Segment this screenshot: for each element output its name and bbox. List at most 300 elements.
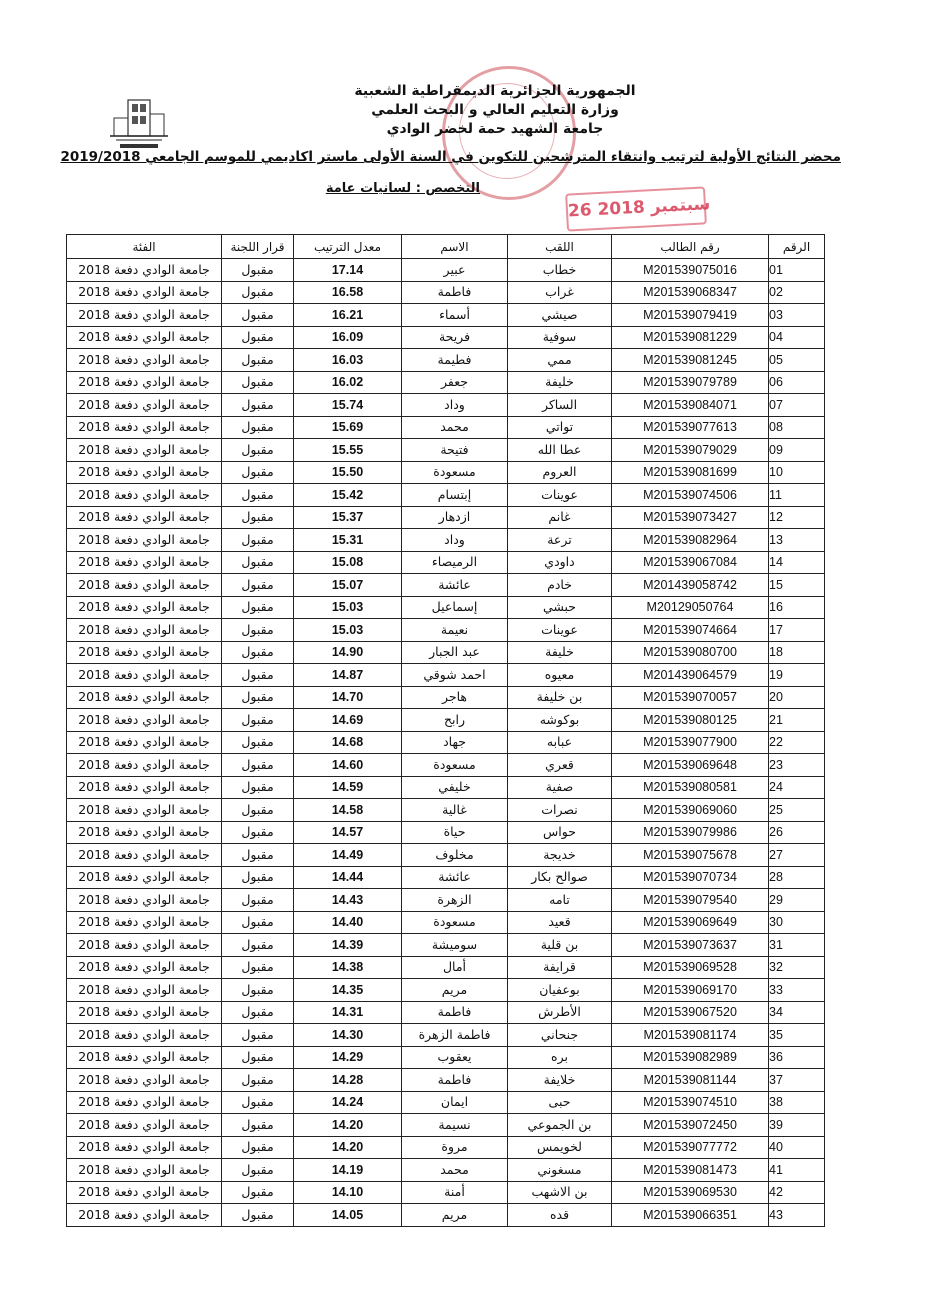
cell-average: 16.09 <box>294 326 402 349</box>
table-row <box>67 799 825 822</box>
cell-category: جامعة الوادي دفعة 2018 <box>67 596 222 619</box>
table-row <box>67 934 825 957</box>
cell-average: 16.21 <box>294 304 402 327</box>
table-row <box>67 416 825 439</box>
cell-surname: خادم <box>508 574 612 597</box>
cell-matricule: M201539070057 <box>612 686 769 709</box>
cell-category: جامعة الوادي دفعة 2018 <box>67 461 222 484</box>
cell-decision: مقبول <box>222 619 294 642</box>
cell-average: 14.68 <box>294 731 402 754</box>
cell-num: 36 <box>769 1046 825 1069</box>
cell-name: الزهرة <box>402 889 508 912</box>
cell-average: 15.03 <box>294 596 402 619</box>
cell-average: 14.24 <box>294 1091 402 1114</box>
cell-surname: سوفية <box>508 326 612 349</box>
cell-surname: حواس <box>508 821 612 844</box>
cell-average: 14.70 <box>294 686 402 709</box>
table-row <box>67 686 825 709</box>
cell-num: 03 <box>769 304 825 327</box>
cell-matricule: M201539079029 <box>612 439 769 462</box>
cell-name: إسماعيل <box>402 596 508 619</box>
cell-num: 05 <box>769 349 825 372</box>
cell-category: جامعة الوادي دفعة 2018 <box>67 529 222 552</box>
cell-category: جامعة الوادي دفعة 2018 <box>67 844 222 867</box>
header-name: الاسم <box>402 235 508 259</box>
cell-matricule: M201539075678 <box>612 844 769 867</box>
cell-num: 01 <box>769 259 825 282</box>
cell-decision: مقبول <box>222 1091 294 1114</box>
cell-matricule: M201539081245 <box>612 349 769 372</box>
cell-matricule: M201539080125 <box>612 709 769 732</box>
cell-average: 14.40 <box>294 911 402 934</box>
cell-decision: مقبول <box>222 551 294 574</box>
cell-category: جامعة الوادي دفعة 2018 <box>67 1204 222 1227</box>
cell-decision: مقبول <box>222 1136 294 1159</box>
cell-average: 16.03 <box>294 349 402 372</box>
cell-surname: عطا الله <box>508 439 612 462</box>
cell-average: 15.08 <box>294 551 402 574</box>
cell-surname: بوعفيان <box>508 979 612 1002</box>
cell-category: جامعة الوادي دفعة 2018 <box>67 1159 222 1182</box>
cell-num: 21 <box>769 709 825 732</box>
cell-average: 15.42 <box>294 484 402 507</box>
cell-matricule: M201539077900 <box>612 731 769 754</box>
cell-average: 14.30 <box>294 1024 402 1047</box>
cell-name: فطيمة <box>402 349 508 372</box>
cell-surname: عوينات <box>508 484 612 507</box>
cell-category: جامعة الوادي دفعة 2018 <box>67 979 222 1002</box>
cell-num: 15 <box>769 574 825 597</box>
cell-surname: خليفة <box>508 641 612 664</box>
header-republic: الجمهورية الجزائرية الديمقراطية الشعبية <box>354 83 636 99</box>
cell-average: 14.60 <box>294 754 402 777</box>
cell-surname: بوكوشه <box>508 709 612 732</box>
cell-matricule: M201539073637 <box>612 934 769 957</box>
cell-surname: قعري <box>508 754 612 777</box>
cell-num: 29 <box>769 889 825 912</box>
cell-surname: بن الجموعي <box>508 1114 612 1137</box>
cell-matricule: M201539081699 <box>612 461 769 484</box>
cell-surname: ممي <box>508 349 612 372</box>
cell-decision: مقبول <box>222 281 294 304</box>
cell-decision: مقبول <box>222 349 294 372</box>
header-num: الرقم <box>769 235 825 259</box>
cell-category: جامعة الوادي دفعة 2018 <box>67 1136 222 1159</box>
cell-num: 26 <box>769 821 825 844</box>
cell-average: 15.74 <box>294 394 402 417</box>
cell-decision: مقبول <box>222 484 294 507</box>
cell-name: عبير <box>402 259 508 282</box>
cell-decision: مقبول <box>222 1204 294 1227</box>
cell-name: إبتسام <box>402 484 508 507</box>
cell-name: عائشة <box>402 866 508 889</box>
cell-category: جامعة الوادي دفعة 2018 <box>67 1046 222 1069</box>
table-row <box>67 304 825 327</box>
table-row <box>67 394 825 417</box>
cell-surname: تواتي <box>508 416 612 439</box>
document-title: محضر النتائج الأولية لترتيب وانتقاء المترشحين للتكوين في السنة الأولى ماستر اكاديمي للموسم الجامعي 2019/2018 <box>60 149 841 165</box>
table-row <box>67 889 825 912</box>
cell-surname: خديجة <box>508 844 612 867</box>
cell-decision: مقبول <box>222 641 294 664</box>
cell-num: 38 <box>769 1091 825 1114</box>
cell-surname: غانم <box>508 506 612 529</box>
cell-average: 14.90 <box>294 641 402 664</box>
cell-decision: مقبول <box>222 1069 294 1092</box>
cell-surname: بن خليفة <box>508 686 612 709</box>
cell-num: 18 <box>769 641 825 664</box>
table-row <box>67 326 825 349</box>
cell-matricule: M201539070734 <box>612 866 769 889</box>
cell-category: جامعة الوادي دفعة 2018 <box>67 1114 222 1137</box>
cell-matricule: M20129050764 <box>612 596 769 619</box>
cell-name: رابح <box>402 709 508 732</box>
cell-average: 15.07 <box>294 574 402 597</box>
cell-name: جعفر <box>402 371 508 394</box>
cell-category: جامعة الوادي دفعة 2018 <box>67 1069 222 1092</box>
cell-num: 09 <box>769 439 825 462</box>
cell-surname: قعيد <box>508 911 612 934</box>
cell-surname: بن الاشهب <box>508 1181 612 1204</box>
cell-num: 14 <box>769 551 825 574</box>
cell-name: مريم <box>402 1204 508 1227</box>
cell-decision: مقبول <box>222 979 294 1002</box>
cell-decision: مقبول <box>222 754 294 777</box>
cell-name: محمد <box>402 1159 508 1182</box>
header-surname: اللقب <box>508 235 612 259</box>
cell-category: جامعة الوادي دفعة 2018 <box>67 574 222 597</box>
cell-name: أمنة <box>402 1181 508 1204</box>
table-row <box>67 574 825 597</box>
cell-matricule: M201539079986 <box>612 821 769 844</box>
cell-category: جامعة الوادي دفعة 2018 <box>67 686 222 709</box>
cell-name: مخلوف <box>402 844 508 867</box>
cell-num: 11 <box>769 484 825 507</box>
table-row <box>67 641 825 664</box>
cell-category: جامعة الوادي دفعة 2018 <box>67 416 222 439</box>
cell-name: وداد <box>402 529 508 552</box>
cell-num: 07 <box>769 394 825 417</box>
cell-average: 14.19 <box>294 1159 402 1182</box>
cell-surname: قده <box>508 1204 612 1227</box>
table-row <box>67 1204 825 1227</box>
table-row <box>67 979 825 1002</box>
table-row <box>67 844 825 867</box>
cell-num: 25 <box>769 799 825 822</box>
cell-category: جامعة الوادي دفعة 2018 <box>67 866 222 889</box>
cell-num: 17 <box>769 619 825 642</box>
cell-num: 16 <box>769 596 825 619</box>
cell-name: احمد شوقي <box>402 664 508 687</box>
header-average: معدل الترتيب <box>294 235 402 259</box>
cell-name: خليفي <box>402 776 508 799</box>
cell-num: 32 <box>769 956 825 979</box>
cell-name: ايمان <box>402 1091 508 1114</box>
cell-decision: مقبول <box>222 956 294 979</box>
cell-name: مسعودة <box>402 754 508 777</box>
cell-category: جامعة الوادي دفعة 2018 <box>67 911 222 934</box>
cell-decision: مقبول <box>222 934 294 957</box>
cell-average: 14.29 <box>294 1046 402 1069</box>
cell-category: جامعة الوادي دفعة 2018 <box>67 1001 222 1024</box>
cell-average: 14.59 <box>294 776 402 799</box>
cell-decision: مقبول <box>222 439 294 462</box>
header-matricule: رقم الطالب <box>612 235 769 259</box>
cell-matricule: M201539074510 <box>612 1091 769 1114</box>
cell-decision: مقبول <box>222 1024 294 1047</box>
table-body <box>67 259 825 1227</box>
table-row <box>67 596 825 619</box>
cell-matricule: M201439058742 <box>612 574 769 597</box>
header-decision: قرار اللجنة <box>222 235 294 259</box>
table-row <box>67 1181 825 1204</box>
cell-average: 16.58 <box>294 281 402 304</box>
cell-category: جامعة الوادي دفعة 2018 <box>67 371 222 394</box>
cell-matricule: M201539079419 <box>612 304 769 327</box>
cell-category: جامعة الوادي دفعة 2018 <box>67 304 222 327</box>
cell-num: 02 <box>769 281 825 304</box>
cell-decision: مقبول <box>222 506 294 529</box>
cell-category: جامعة الوادي دفعة 2018 <box>67 754 222 777</box>
results-table <box>66 234 825 1227</box>
table-row <box>67 776 825 799</box>
table-row <box>67 866 825 889</box>
cell-surname: عوينات <box>508 619 612 642</box>
cell-num: 13 <box>769 529 825 552</box>
cell-num: 40 <box>769 1136 825 1159</box>
cell-matricule: M201539080581 <box>612 776 769 799</box>
table-row <box>67 484 825 507</box>
table-row <box>67 1136 825 1159</box>
table-row <box>67 506 825 529</box>
cell-num: 43 <box>769 1204 825 1227</box>
cell-surname: خطاب <box>508 259 612 282</box>
cell-matricule: M201539069649 <box>612 911 769 934</box>
cell-surname: جنحاني <box>508 1024 612 1047</box>
cell-category: جامعة الوادي دفعة 2018 <box>67 889 222 912</box>
table-row <box>67 709 825 732</box>
cell-category: جامعة الوادي دفعة 2018 <box>67 619 222 642</box>
cell-surname: لخويمس <box>508 1136 612 1159</box>
cell-decision: مقبول <box>222 574 294 597</box>
cell-category: جامعة الوادي دفعة 2018 <box>67 1091 222 1114</box>
cell-name: نسيمة <box>402 1114 508 1137</box>
cell-decision: مقبول <box>222 1159 294 1182</box>
cell-category: جامعة الوادي دفعة 2018 <box>67 641 222 664</box>
cell-num: 41 <box>769 1159 825 1182</box>
cell-name: الرميصاء <box>402 551 508 574</box>
cell-matricule: M201539069528 <box>612 956 769 979</box>
cell-category: جامعة الوادي دفعة 2018 <box>67 731 222 754</box>
cell-name: يعقوب <box>402 1046 508 1069</box>
cell-decision: مقبول <box>222 1001 294 1024</box>
cell-name: عبد الجبار <box>402 641 508 664</box>
cell-average: 14.69 <box>294 709 402 732</box>
cell-decision: مقبول <box>222 799 294 822</box>
table-row <box>67 1069 825 1092</box>
cell-average: 14.05 <box>294 1204 402 1227</box>
table-row <box>67 619 825 642</box>
cell-category: جامعة الوادي دفعة 2018 <box>67 326 222 349</box>
cell-surname: الساكر <box>508 394 612 417</box>
cell-matricule: M201539077613 <box>612 416 769 439</box>
cell-num: 22 <box>769 731 825 754</box>
table-row <box>67 1114 825 1137</box>
cell-num: 04 <box>769 326 825 349</box>
cell-name: حياة <box>402 821 508 844</box>
cell-surname: حبشي <box>508 596 612 619</box>
cell-decision: مقبول <box>222 304 294 327</box>
cell-num: 12 <box>769 506 825 529</box>
cell-category: جامعة الوادي دفعة 2018 <box>67 1024 222 1047</box>
cell-category: جامعة الوادي دفعة 2018 <box>67 259 222 282</box>
cell-surname: صوالح بكار <box>508 866 612 889</box>
cell-num: 42 <box>769 1181 825 1204</box>
table-header-row <box>67 235 825 259</box>
cell-name: وداد <box>402 394 508 417</box>
table-row <box>67 956 825 979</box>
cell-decision: مقبول <box>222 259 294 282</box>
cell-decision: مقبول <box>222 461 294 484</box>
table-row <box>67 349 825 372</box>
header-university: جامعة الشهيد حمة لخضر الوادي <box>386 121 604 137</box>
cell-decision: مقبول <box>222 821 294 844</box>
cell-decision: مقبول <box>222 776 294 799</box>
cell-category: جامعة الوادي دفعة 2018 <box>67 349 222 372</box>
cell-num: 31 <box>769 934 825 957</box>
cell-num: 33 <box>769 979 825 1002</box>
cell-name: فتيحة <box>402 439 508 462</box>
cell-category: جامعة الوادي دفعة 2018 <box>67 709 222 732</box>
cell-surname: ترعة <box>508 529 612 552</box>
cell-average: 15.03 <box>294 619 402 642</box>
cell-surname: الأطرش <box>508 1001 612 1024</box>
cell-num: 23 <box>769 754 825 777</box>
cell-name: جهاد <box>402 731 508 754</box>
cell-decision: مقبول <box>222 394 294 417</box>
specialty-label: التخصص : لسانيات عامة <box>325 181 480 196</box>
cell-surname: بن قلية <box>508 934 612 957</box>
cell-category: جامعة الوادي دفعة 2018 <box>67 1181 222 1204</box>
header-category: الفئة <box>67 235 222 259</box>
cell-matricule: M201539066351 <box>612 1204 769 1227</box>
cell-average: 14.20 <box>294 1136 402 1159</box>
table-row <box>67 911 825 934</box>
cell-matricule: M201439064579 <box>612 664 769 687</box>
table-row <box>67 529 825 552</box>
cell-average: 14.38 <box>294 956 402 979</box>
cell-name: ازدهار <box>402 506 508 529</box>
cell-matricule: M201539068347 <box>612 281 769 304</box>
cell-decision: مقبول <box>222 709 294 732</box>
cell-decision: مقبول <box>222 416 294 439</box>
cell-average: 14.10 <box>294 1181 402 1204</box>
table-row <box>67 754 825 777</box>
cell-name: مسعودة <box>402 461 508 484</box>
cell-category: جامعة الوادي دفعة 2018 <box>67 281 222 304</box>
cell-matricule: M201539069530 <box>612 1181 769 1204</box>
cell-name: عائشة <box>402 574 508 597</box>
cell-num: 35 <box>769 1024 825 1047</box>
table-row <box>67 551 825 574</box>
cell-matricule: M201539069060 <box>612 799 769 822</box>
cell-name: فاطمة الزهرة <box>402 1024 508 1047</box>
cell-average: 14.87 <box>294 664 402 687</box>
cell-decision: مقبول <box>222 326 294 349</box>
table-row <box>67 281 825 304</box>
cell-average: 14.49 <box>294 844 402 867</box>
table-row <box>67 1091 825 1114</box>
cell-surname: داودي <box>508 551 612 574</box>
cell-surname: نصرات <box>508 799 612 822</box>
table-row <box>67 664 825 687</box>
university-logo-icon <box>108 92 170 150</box>
cell-category: جامعة الوادي دفعة 2018 <box>67 821 222 844</box>
cell-category: جامعة الوادي دفعة 2018 <box>67 484 222 507</box>
cell-num: 10 <box>769 461 825 484</box>
cell-category: جامعة الوادي دفعة 2018 <box>67 506 222 529</box>
cell-matricule: M201539081174 <box>612 1024 769 1047</box>
cell-name: سوميشة <box>402 934 508 957</box>
cell-matricule: M201539067084 <box>612 551 769 574</box>
cell-decision: مقبول <box>222 664 294 687</box>
cell-num: 28 <box>769 866 825 889</box>
cell-average: 15.50 <box>294 461 402 484</box>
cell-average: 14.39 <box>294 934 402 957</box>
cell-matricule: M201539082964 <box>612 529 769 552</box>
cell-decision: مقبول <box>222 529 294 552</box>
cell-category: جامعة الوادي دفعة 2018 <box>67 551 222 574</box>
cell-name: مروة <box>402 1136 508 1159</box>
cell-surname: معيوه <box>508 664 612 687</box>
cell-surname: حبى <box>508 1091 612 1114</box>
cell-name: محمد <box>402 416 508 439</box>
cell-num: 20 <box>769 686 825 709</box>
cell-name: فاطمة <box>402 281 508 304</box>
cell-name: فريحة <box>402 326 508 349</box>
cell-name: أسماء <box>402 304 508 327</box>
cell-decision: مقبول <box>222 1114 294 1137</box>
cell-category: جامعة الوادي دفعة 2018 <box>67 799 222 822</box>
cell-name: غالية <box>402 799 508 822</box>
cell-surname: مسغوني <box>508 1159 612 1182</box>
cell-matricule: M201539084071 <box>612 394 769 417</box>
cell-num: 19 <box>769 664 825 687</box>
cell-matricule: M201539081229 <box>612 326 769 349</box>
cell-surname: صفية <box>508 776 612 799</box>
table-row <box>67 371 825 394</box>
table-row <box>67 461 825 484</box>
cell-category: جامعة الوادي دفعة 2018 <box>67 956 222 979</box>
cell-matricule: M201539072450 <box>612 1114 769 1137</box>
cell-matricule: M201539077772 <box>612 1136 769 1159</box>
cell-average: 14.43 <box>294 889 402 912</box>
cell-num: 39 <box>769 1114 825 1137</box>
document-header <box>300 82 690 139</box>
cell-matricule: M201539075016 <box>612 259 769 282</box>
table-row <box>67 1024 825 1047</box>
cell-average: 17.14 <box>294 259 402 282</box>
table-row <box>67 1001 825 1024</box>
cell-matricule: M201539081144 <box>612 1069 769 1092</box>
cell-matricule: M201539080700 <box>612 641 769 664</box>
cell-decision: مقبول <box>222 686 294 709</box>
cell-matricule: M201539074506 <box>612 484 769 507</box>
table-row <box>67 1159 825 1182</box>
cell-decision: مقبول <box>222 731 294 754</box>
cell-name: مريم <box>402 979 508 1002</box>
cell-name: فاطمة <box>402 1001 508 1024</box>
